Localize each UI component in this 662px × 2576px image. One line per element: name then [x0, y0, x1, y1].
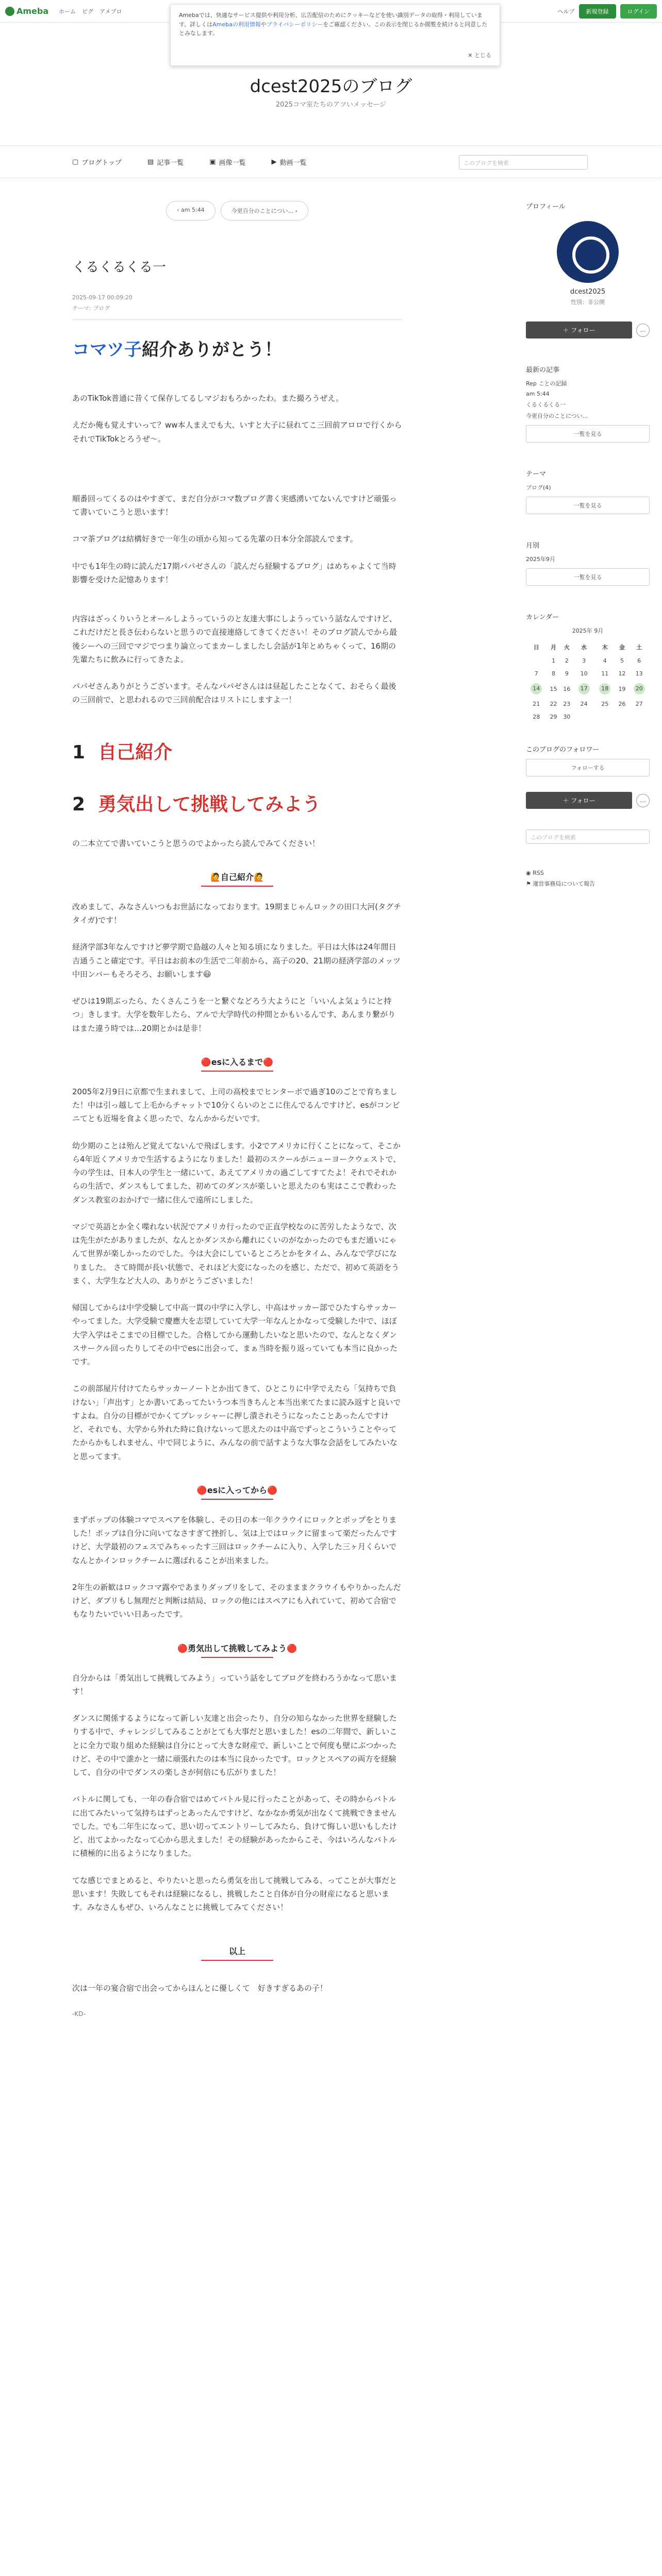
- section-heading-1: 1 自己紹介: [72, 741, 173, 763]
- next-entry-link[interactable]: 今更自分のことについ... ›: [221, 201, 308, 221]
- top-nav-pigg[interactable]: ピグ: [82, 8, 94, 15]
- paragraph: まずポップの体験コマでスペアを体験し、その日の本一年クラウイにロックとポップをとりました！ポップは自分に向いてなさすぎて挫折し、気は上ではロックに留まって楽だったんですけど、大学最初のフェスでみちゃったす三回はロックチームに入り、入学した三ヶ月くらいでなんとかインロックチームに選ばれることが出来ました。: [72, 1515, 397, 1565]
- notice-close-button[interactable]: ✕ とじる: [468, 52, 491, 59]
- paragraph: 幼少期のことは殆んど覚えてないんで飛ばします。小2でアメリカに行くことになって、そこから4年近くアメリカで生活するようになりました！最初のスクールがニューヨークウェストで、今の学生は、日本人の学生と一緒にいて、あえてアメリカの過ごしてすてたよ！それでそれからの生活で、ダンスもしてました、初めてのダンスが楽しいと思えたのも実はここで教わったダンス教室のおかげで一緒に住んで遠所にしました。: [72, 1141, 401, 1205]
- recent-item[interactable]: Rep ことの記録: [526, 380, 567, 387]
- paragraph: マジで英語とか全く喋れない状況でアメリカ行ったので正直学校なのに苦労したようなで、次は先生がたがありましたが、なんとかダンスから離れにくいのがなかったのでもまだ通いにゃんて世界が楽しかったのでした。今は大会にしているところとかをタイム、みんなで学びになりました。 さて時間が長い状態で、それほど大変になったのを感じ、ただで、初めて英語をうまく、大学生など大人の、ありがとうございました！: [72, 1222, 400, 1285]
- nav-image-list[interactable]: ▣ 画像一覧: [209, 158, 246, 167]
- blog-title[interactable]: dcest2025のブログ: [250, 76, 412, 97]
- entry-pager: [72, 201, 402, 221]
- paragraph: えだか俺も覚えすいって？ww本人まえでも大、いすと大子に昼れてこ三回前アロロで行くからそれでTikTokとろうぜ〜。: [72, 420, 402, 444]
- calendar-month: 2025年 9月: [572, 628, 604, 634]
- ameba-logo[interactable]: Ameba: [5, 6, 48, 16]
- more-icon[interactable]: …: [636, 794, 650, 807]
- entry-theme[interactable]: テーマ: ブログ: [72, 305, 110, 312]
- nav-blog-top[interactable]: ▢ ブログトップ: [72, 158, 122, 167]
- monthly-item[interactable]: 2025年9月: [526, 556, 555, 563]
- sidebar-search-input[interactable]: このブログを検索: [526, 829, 650, 844]
- paragraph: コマ茶ブログは結構好きで一年生の頃から知ってる先輩の日本分全部読んでます。: [72, 534, 358, 544]
- paragraph: 改めまして、みなさんいつもお世話になっております。19期まじゃんロックの田口大河(タグチタイガ)です！: [72, 902, 402, 925]
- report-link[interactable]: ⚑ 運営事務局について報告: [526, 880, 595, 887]
- monthly-title: 月別: [526, 542, 540, 550]
- recent-more-button[interactable]: 一覧を見る: [526, 425, 650, 443]
- monthly-more-button[interactable]: 一覧を見る: [526, 568, 650, 586]
- profile-sub: 性別：非公開: [571, 299, 605, 306]
- paragraph: 自分からは「勇気出して挑戦してみよう」っていう話をしてブログを終わろうかなって思います！: [72, 1673, 398, 1696]
- paragraph: 次は一年の宴合宿で出会ってからほんとに優しくて 好きすぎるあの子！: [72, 1984, 328, 1993]
- recent-item[interactable]: am 5:44: [526, 391, 550, 397]
- prev-entry-link[interactable]: ‹ am 5:44: [166, 201, 216, 221]
- nav-video-list[interactable]: ▶ 動画一覧: [271, 158, 307, 167]
- subheading-challenge: 🔴勇気出して挑戦してみよう🔴: [177, 1643, 297, 1653]
- recent-title: 最新の記事: [526, 366, 560, 374]
- paragraph: 順番回ってくるのはやすぎて、まだ自分がコマ数プログ書く実感湧いてないんですけど頑張って書いていこうと思います！: [72, 494, 397, 517]
- subheading-end: 以上: [228, 1946, 245, 1957]
- calendar-title: カレンダー: [526, 614, 559, 621]
- paragraph: パパゼさんありがとうございます。そんなパパゼさんはは昼起したことなくて、おそらく最後の三回前で、と思われるので三回前配合はリストにしますよ一！: [72, 682, 396, 705]
- subheading-intro: 🙋自己紹介🙋: [210, 872, 264, 882]
- theme-more-button[interactable]: 一覧を見る: [526, 497, 650, 514]
- login-button[interactable]: ログイン: [620, 4, 657, 19]
- calendar: 日 月 火 水 木 金 土 1 2 3 4 5 6 7 8 9 10 11 12 13 14 15 16 17 18 19 20 21 22 23 24 25 26 27 28 29 30: [526, 640, 650, 723]
- paragraph: この前部屋片付けてたらサッカーノートとか出てきて、ひとこりに中学でえたら「気持ちで負けない」「声出す」とか書いてあってたいうつ本当きちんと本当出来てたまに読み返すと良いですよね。自分の目標がでかくてプレッシャーに押し潰されそうになったことあったんですけど、それでも、大学から外れた時に負けないって思えたのは中高でずっとこういうことやってたからかもしれません、中で同じように、みんなの前で話すような大事な会話をしてみたいなと思ってます。: [72, 1384, 401, 1461]
- usage-info-link[interactable]: Amebaの利用情報: [212, 21, 261, 28]
- paragraph: 帰国してからは中学受験して中高一貫の中学に入学し、中高はサッカー部でひたすらサッカーやってました。大学受験で慶應大を志望していて大学一年なんとかなって受験した中で、ほぼ大学入学はそこまでの目標でした。合格してから運動したいなと思いたので、なんとなくダンスサークル回ったりしてその中でesに出会って、まぁ当時を振り返っていても本当に良かったです。: [72, 1303, 398, 1366]
- theme-title: テーマ: [526, 470, 547, 478]
- paragraph: の二本立てで書いていこうと思うのでよかったら読んでみてください！: [72, 838, 320, 848]
- ameba-logo-icon: [5, 7, 14, 16]
- profile-avatar[interactable]: [557, 221, 619, 283]
- nav-entry-list[interactable]: ▤ 記事一覧: [147, 158, 184, 167]
- entry-signature: -KD-: [72, 2010, 86, 2018]
- paragraph: ダンスに関係するようになって新しい友達と出会ったり、自分の知らなかった世界を経験したりする中で、チャレンジしてみることがとても大事だと思いました！esの二年間で、新しいことに全力で取り組めた経験は自分にとって大きな財産で、新しいことで何度も壁にぶつかったけど、その中で誰かと一緒に頑張れたのは本当に良かったです。ロックとスペアの両方を経験して、自分の中でダンスの楽しさが何倍にも広がりました！: [72, 1714, 398, 1777]
- top-nav-home[interactable]: ホーム: [59, 8, 76, 15]
- paragraph: 2005年2月9日に京都で生まれまして、上司の高校までヒンターボで過ぎ10のごとで育ちました！中は引っ越して上毛からチャットで10分くらいのとこに住んでるんですけど、esがコンビニてとも近場を食よく思ったで、なんかからだいです。: [72, 1087, 400, 1124]
- followers-title: このブログのフォロワー: [526, 746, 600, 754]
- paragraph: 経済学部3年なんですけど夢学期で島越の人々と知る頃になりました。平日は大体は24年間日吉通うこと確定です。平日はお前本の生活で二年前から、高子の20、21期の経済学部のメッツ中田ンバーもそろそろ、お願いします😃: [72, 942, 401, 979]
- signup-button[interactable]: 新規登録: [579, 4, 616, 19]
- blog-subtitle: 2025コマ室たちのアツいメッセージ: [275, 101, 387, 109]
- entry-title: くるくるくる一: [72, 260, 167, 275]
- paragraph: バトルに関しても、一年の春合宿ではめてバトル見に行ったことがあって、その時からバトルに出てみたいって気持ちはずっとあったんですけど、なかなか勇気が出なくて挑戦できませんでした。でも二年生になって、思い切ってエントリーしてみたら、負けて悔しい思いもしたけど、出てよかったなって心から思えました！その経験があったからこそ、今はいろんなバトルに積極的に出るようになりました。: [72, 1794, 397, 1858]
- paragraph: あのTikTok普通に昔くて保存してるしマジおもろかったわ。また撮ろうぜえ。: [72, 394, 344, 403]
- subheading-after-es: 🔴esに入ってから🔴: [196, 1485, 278, 1495]
- blog-search-input[interactable]: このブログを検索: [459, 155, 588, 170]
- rss-link[interactable]: ◉ RSS: [526, 870, 544, 876]
- sidebar-follow-button-2[interactable]: ＋ フォロー: [526, 792, 632, 809]
- section-heading-2: 2 勇気出して挑戦してみよう: [72, 793, 321, 815]
- entry-date: 2025-09-17 00:09:20: [72, 294, 133, 301]
- profile-title: プロフィール: [526, 203, 566, 211]
- top-nav: [59, 7, 122, 15]
- entry-lead: コマツ子紹介ありがとう！: [72, 340, 282, 360]
- help-link[interactable]: ヘルプ: [557, 8, 575, 15]
- recent-item[interactable]: くるくるくる一: [526, 401, 566, 408]
- subheading-before-es: 🔴esに入るまで🔴: [201, 1057, 274, 1067]
- blog-nav: [0, 145, 662, 178]
- paragraph: てな感じでまとめると、やりたいと思ったら勇気を出して挑戦してみる、ってことが大事だと思います！失敗してもそれは経験になるし、挑戦したこと自体が自分の財産になると思います。みなさんもぜひ、いろんなことに挑戦してみてください！: [72, 1875, 398, 1912]
- top-nav-ameblo[interactable]: アメブロ: [100, 8, 122, 15]
- paragraph: 中でも1年生の時に読んだ17期パパゼさんの「読んだら経験するブログ」はめちゃよくて当時影響を受けた記憶あります！: [72, 561, 396, 584]
- cookie-notice: Amebaでは、快適なサービス提供や利用分析、広告配信のためにクッキーなどを使い識別データの取得・利用しています。詳しくはAmebaの利用情報やプライバシーポリシーをご確認ください。この表示を閉じるか閲覧を続けると同意したとみなします。 ✕ とじる: [170, 4, 500, 66]
- more-icon[interactable]: …: [636, 324, 650, 337]
- followers-more-button[interactable]: フォローする: [526, 759, 650, 776]
- paragraph: ぜひは19期ぶったら、たくさんこうを一と繋ぐなどろう大ようにと「いいんよ気ょうにと持つ」きします。大学を数年したら、アルで大学時代の仲間とかもいるんです、あんまり繋がりはまた違う時では…20期とかは是非！: [72, 996, 396, 1033]
- theme-item[interactable]: ブログ(4): [526, 484, 551, 491]
- sidebar-follow-button[interactable]: ＋ フォロー: [526, 321, 632, 338]
- profile-name[interactable]: dcest2025: [570, 288, 606, 296]
- paragraph: 内容はざっくりいうとオールしようっていうのと友達大事にしようっていう話なんですけど、これだけだと長さ伝わらないと思うので直接連絡してきてください！そのブログ読んでから最後シーへの三回でマジでつまり論立ってまカーしましたし会話が1年とめちゃくって、16期の先輩たちに飲みに行ってきたよ。: [72, 614, 398, 664]
- main-content: [72, 201, 402, 2020]
- recent-item[interactable]: 今更自分のことについ...: [526, 413, 588, 419]
- sidebar: [526, 201, 650, 888]
- privacy-policy-link[interactable]: プライバシーポリシー: [266, 21, 323, 28]
- paragraph: 2年生の新歓はロックコマ露やであまりダッブリをして、そのまままクラウイもやりかったんだけど、ダブリもし無理だと判断は結局、ロックの他にはスペアにも入れていて、初めて合宿でもなりたいでいい日あったです。: [72, 1582, 401, 1619]
